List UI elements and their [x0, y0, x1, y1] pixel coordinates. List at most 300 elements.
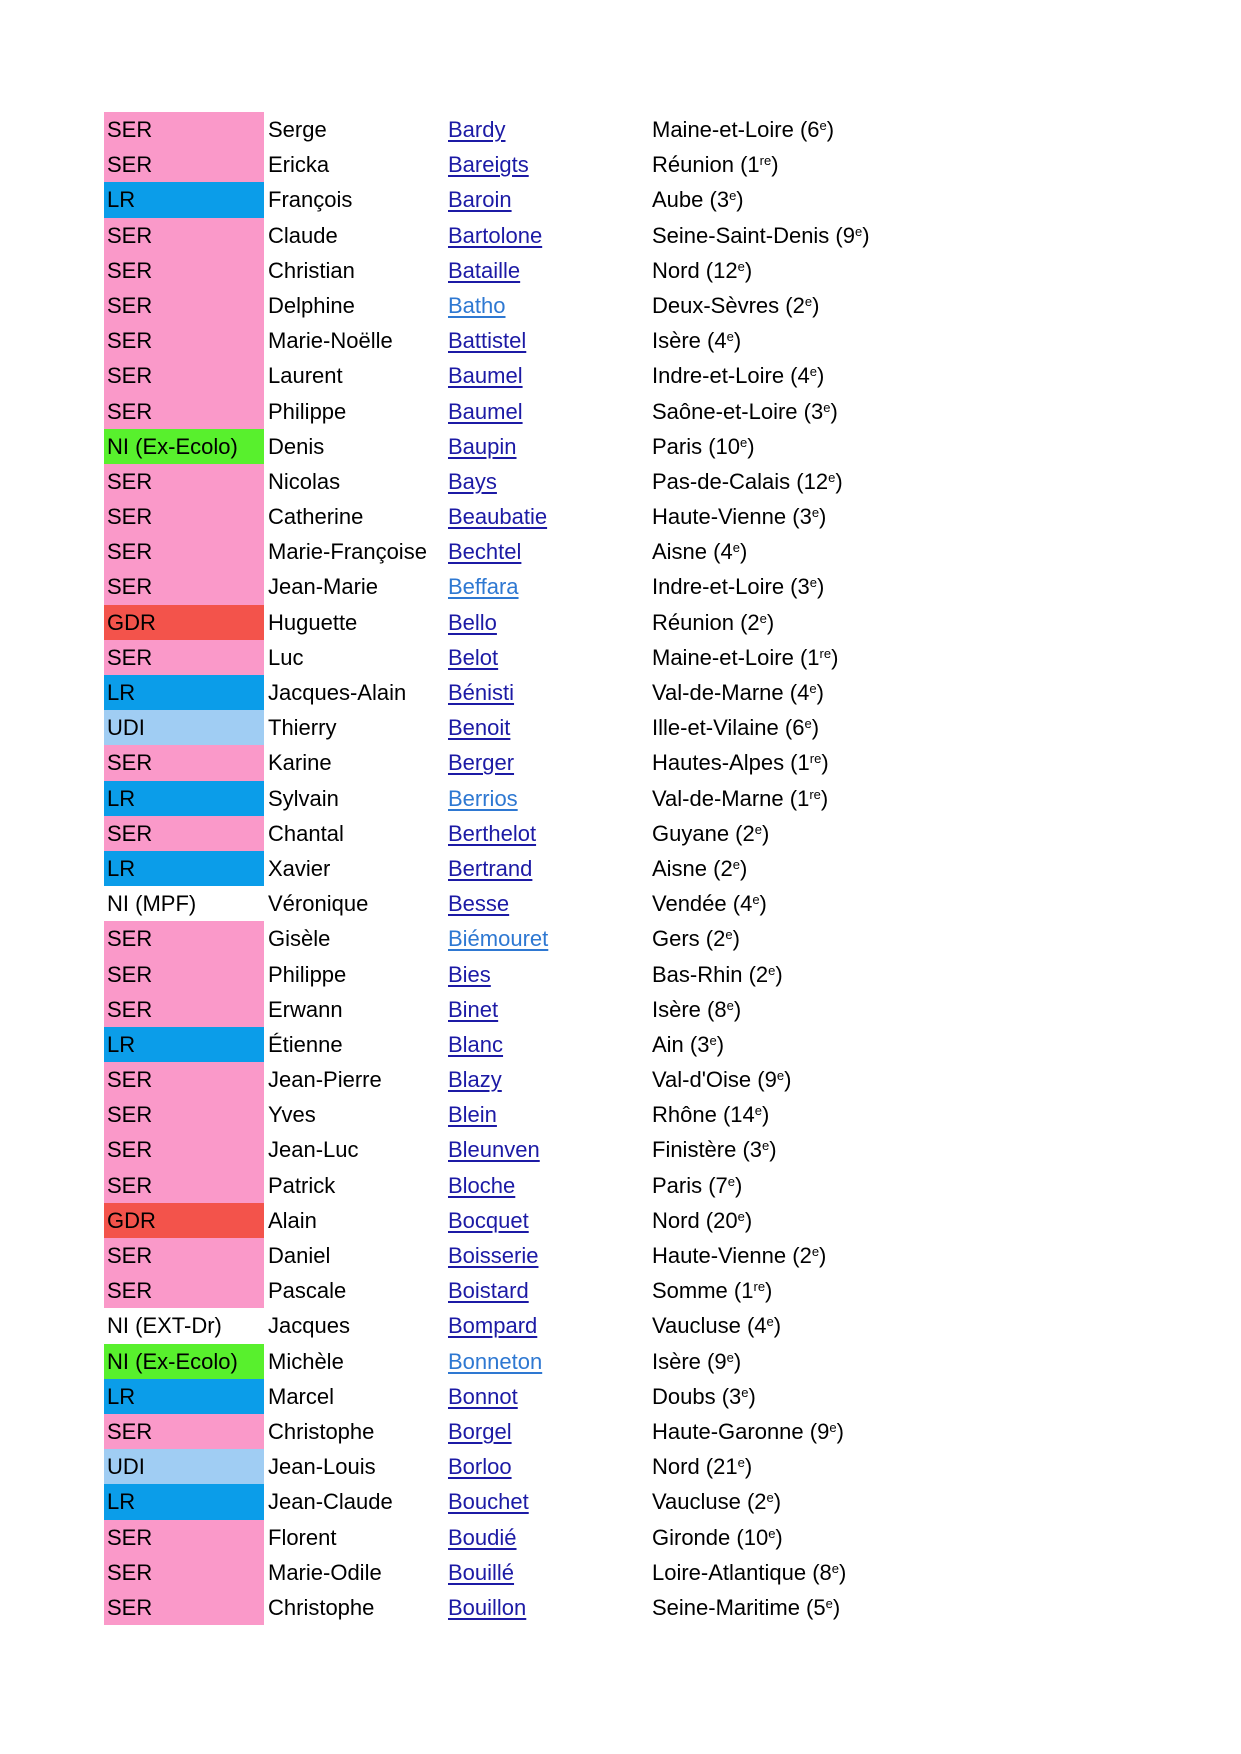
first-name: Jean-Claude [268, 1489, 393, 1515]
party-cell [104, 253, 264, 288]
last-name-cell [448, 1449, 652, 1484]
first-name: Sylvain [268, 785, 339, 811]
party-label: NI (MPF) [107, 891, 197, 917]
constituency-text: Maine-et-Loire (6 [652, 117, 820, 142]
constituency-close-paren: ) [826, 117, 835, 142]
deputy-link[interactable]: Bloche [448, 1172, 516, 1198]
table-row [104, 1273, 1172, 1308]
last-name-cell [448, 1273, 652, 1308]
constituency-text: Loire-Atlantique (8 [652, 1559, 832, 1585]
constituency-close-paren: ) [812, 292, 820, 318]
constituency [652, 1203, 1172, 1238]
constituency-text: Val-de-Marne (1 [652, 785, 810, 811]
deputy-link[interactable]: Berger [448, 750, 515, 776]
constituency-close-paren: ) [739, 855, 748, 881]
party-label: SER [107, 1102, 153, 1128]
deputy-link[interactable]: Batho [448, 292, 506, 318]
deputy-link[interactable]: Battistel [448, 328, 527, 354]
table-row [104, 921, 1172, 956]
constituency [652, 1344, 1172, 1379]
deputy-link[interactable]: Bouillé [448, 1559, 515, 1585]
first-name: Denis [268, 433, 325, 459]
constituency-ordinal-suffix: re [809, 751, 822, 767]
constituency [652, 288, 1172, 323]
constituency-close-paren: ) [744, 1207, 753, 1233]
table-row [104, 358, 1172, 393]
table-row [104, 288, 1172, 323]
constituency-close-paren: ) [832, 1594, 841, 1620]
party-cell [104, 182, 264, 217]
deputy-link[interactable]: Borloo [448, 1454, 512, 1480]
first-name: Gisèle [268, 926, 331, 952]
constituency-text: Isère (8 [652, 996, 727, 1022]
first-name: Christian [268, 257, 355, 283]
deputy-link[interactable]: Beffara [448, 574, 519, 600]
last-name-cell [448, 1168, 652, 1203]
table-row [104, 851, 1172, 886]
first-name: Claude [268, 222, 338, 248]
party-cell [104, 605, 264, 640]
table-row [104, 1238, 1172, 1273]
deputy-link[interactable]: Berrios [448, 785, 518, 811]
first-name: Jean-Louis [268, 1454, 376, 1480]
first-name: Pascale [268, 1278, 347, 1304]
last-name-cell [448, 1097, 652, 1132]
constituency [652, 640, 1172, 675]
constituency [652, 1379, 1172, 1414]
constituency [652, 358, 1172, 393]
first-name: Nicolas [268, 468, 341, 494]
party-cell [104, 1203, 264, 1238]
constituency [652, 1027, 1172, 1062]
table-row [104, 1344, 1172, 1379]
constituency-ordinal-suffix: e [754, 821, 762, 837]
constituency-ordinal-suffix: re [753, 1279, 766, 1295]
constituency-close-paren: ) [830, 398, 838, 424]
party-cell [104, 921, 264, 956]
deputy-link[interactable]: Boudié [448, 1524, 517, 1550]
first-name: Philippe [268, 961, 347, 987]
constituency-ordinal-suffix: re [759, 153, 772, 169]
last-name-cell [448, 1344, 652, 1379]
deputy-link[interactable]: Binet [448, 996, 499, 1022]
table-row [104, 112, 1172, 147]
constituency-close-paren: ) [784, 1067, 792, 1093]
first-name: Yves [268, 1102, 316, 1128]
deputy-link[interactable]: Baumel [448, 363, 523, 389]
constituency-close-paren: ) [816, 363, 825, 389]
first-name: Erwann [268, 996, 343, 1022]
last-name-cell [448, 1027, 652, 1062]
party-label: SER [107, 1559, 153, 1585]
last-name-cell [448, 745, 652, 780]
party-cell [104, 1555, 264, 1590]
table-row [104, 569, 1172, 604]
deputy-link[interactable]: Baroin [448, 187, 512, 213]
last-name-cell [448, 675, 652, 710]
party-cell [104, 112, 264, 147]
party-cell [104, 640, 264, 675]
constituency [652, 886, 1172, 921]
party-label: SER [107, 1594, 153, 1620]
party-label: SER [107, 1418, 153, 1444]
first-name: Luc [268, 644, 304, 670]
table-row [104, 605, 1172, 640]
constituency [652, 1520, 1172, 1555]
last-name-cell [448, 323, 652, 358]
deputy-link[interactable]: Bays [448, 468, 497, 494]
party-cell [104, 394, 264, 429]
party-label: NI (Ex-Ecolo) [107, 433, 238, 459]
deputy-link[interactable]: Beaubatie [448, 504, 548, 530]
constituency-text: Réunion (1 [652, 152, 760, 178]
constituency [652, 1062, 1172, 1097]
party-label: SER [107, 926, 153, 952]
constituency-text: Val-d'Oise (9 [652, 1067, 777, 1093]
deputy-link[interactable]: Bies [448, 961, 491, 987]
constituency-ordinal-suffix: e [732, 540, 740, 556]
deputy-link[interactable]: Bénisti [448, 680, 515, 705]
deputy-link[interactable]: Bonnot [448, 1383, 518, 1409]
last-name-cell [448, 851, 652, 886]
party-label: LR [107, 187, 136, 213]
constituency-ordinal-suffix: e [768, 1525, 776, 1541]
last-name-cell [448, 710, 652, 745]
table-row [104, 675, 1172, 710]
constituency-ordinal-suffix: e [762, 1138, 770, 1154]
last-name-cell [448, 1520, 652, 1555]
first-name: Marie-Françoise [268, 539, 427, 565]
party-label: SER [107, 1067, 153, 1093]
party-label: SER [107, 257, 153, 283]
last-name-cell [448, 1238, 652, 1273]
first-name: Jacques [268, 1313, 350, 1339]
table-row [104, 816, 1172, 851]
last-name-cell [448, 288, 652, 323]
deputy-link[interactable]: Bleunven [448, 1137, 540, 1163]
constituency [652, 112, 1172, 147]
first-name: Étienne [268, 1031, 343, 1057]
deputy-link[interactable]: Blein [448, 1102, 497, 1128]
constituency-close-paren: ) [819, 1243, 827, 1268]
party-cell [104, 1027, 264, 1062]
last-name-cell [448, 112, 652, 147]
last-name-cell [448, 1132, 652, 1167]
constituency-text: Réunion (2 [652, 609, 760, 635]
table-row [104, 253, 1172, 288]
party-cell [104, 147, 264, 182]
first-name: Thierry [268, 715, 337, 741]
deputy-link[interactable]: Baupin [448, 433, 517, 459]
constituency [652, 816, 1172, 851]
constituency-ordinal-suffix: e [737, 258, 745, 274]
party-cell [104, 1062, 264, 1097]
constituency-text: Val-de-Marne (4 [652, 680, 810, 705]
first-name: Serge [268, 117, 327, 142]
constituency-text: Nord (21 [652, 1454, 738, 1480]
first-name: Véronique [268, 891, 369, 917]
constituency-ordinal-suffix: re [809, 786, 821, 802]
deputy-link[interactable]: Blanc [448, 1031, 504, 1057]
constituency-ordinal-suffix: e [759, 610, 767, 626]
constituency [652, 1484, 1172, 1519]
last-name-cell [448, 534, 652, 569]
last-name-cell [448, 1308, 652, 1343]
constituency-close-paren: ) [835, 468, 843, 494]
constituency [652, 1449, 1172, 1484]
deputy-link[interactable]: Blazy [448, 1067, 502, 1093]
constituency-ordinal-suffix: e [809, 575, 817, 591]
deputy-link[interactable]: Bardy [448, 117, 506, 142]
party-label: SER [107, 996, 153, 1022]
first-name: Ericka [268, 152, 330, 178]
constituency-text: Seine-Saint-Denis (9 [652, 222, 855, 248]
party-label: SER [107, 750, 153, 776]
deputy-link[interactable]: Benoit [448, 715, 511, 741]
constituency-ordinal-suffix: e [754, 1103, 762, 1119]
party-cell [104, 1520, 264, 1555]
constituency-ordinal-suffix: e [741, 1384, 749, 1400]
first-name: Huguette [268, 609, 358, 635]
constituency-close-paren: ) [766, 609, 775, 635]
constituency [652, 992, 1172, 1027]
party-label: LR [107, 785, 136, 811]
deputy-link[interactable]: Bouillon [448, 1594, 527, 1620]
constituency [652, 464, 1172, 499]
first-name: Florent [268, 1524, 337, 1550]
party-cell [104, 429, 264, 464]
constituency [652, 710, 1172, 745]
constituency-ordinal-suffix: e [737, 1208, 745, 1224]
constituency [652, 921, 1172, 956]
table-row [104, 1062, 1172, 1097]
constituency-close-paren: ) [759, 891, 767, 917]
deputy-link[interactable]: Biémouret [448, 926, 549, 952]
deputy-link[interactable]: Bello [448, 609, 497, 635]
last-name-cell [448, 781, 652, 816]
last-name-cell [448, 1062, 652, 1097]
table-row [104, 957, 1172, 992]
last-name-cell [448, 358, 652, 393]
last-name-cell [448, 569, 652, 604]
constituency-ordinal-suffix: e [811, 505, 820, 521]
constituency-ordinal-suffix: e [752, 892, 760, 908]
party-cell [104, 1132, 264, 1167]
constituency-ordinal-suffix: e [737, 1455, 745, 1471]
constituency-close-paren: ) [716, 1031, 725, 1057]
deputy-link[interactable]: Berthelot [448, 820, 537, 846]
constituency-close-paren: ) [744, 1454, 753, 1480]
constituency-text: Vaucluse (2 [652, 1489, 767, 1515]
first-name: Jean-Pierre [268, 1067, 382, 1093]
first-name: Alain [268, 1207, 317, 1233]
constituency [652, 534, 1172, 569]
constituency [652, 1097, 1172, 1132]
table-row [104, 1308, 1172, 1343]
constituency-text: Paris (7 [652, 1172, 728, 1198]
constituency-ordinal-suffix: re [819, 645, 832, 661]
constituency-ordinal-suffix: e [726, 997, 734, 1013]
party-cell [104, 288, 264, 323]
table-row [104, 886, 1172, 921]
first-name: Daniel [268, 1243, 331, 1268]
constituency [652, 182, 1172, 217]
constituency-ordinal-suffix: e [768, 962, 776, 978]
constituency-text: Haute-Vienne (2 [652, 1243, 812, 1268]
first-name: Marcel [268, 1383, 335, 1409]
party-cell [104, 1273, 264, 1308]
table-row [104, 429, 1172, 464]
deputy-link[interactable]: Boisserie [448, 1243, 539, 1268]
first-name: Philippe [268, 398, 347, 424]
constituency-text: Vaucluse (4 [652, 1313, 767, 1339]
constituency-close-paren: ) [820, 785, 829, 811]
constituency-ordinal-suffix: e [766, 1490, 774, 1506]
first-name: Patrick [268, 1172, 336, 1198]
deputy-link[interactable]: Bataille [448, 257, 521, 283]
deputy-link[interactable]: Bareigts [448, 152, 529, 178]
constituency-ordinal-suffix: e [829, 1419, 837, 1435]
constituency-text: Isère (9 [652, 1348, 727, 1374]
deputy-link[interactable]: Bartolone [448, 222, 543, 248]
first-name: Jean-Marie [268, 574, 379, 600]
constituency-ordinal-suffix: e [819, 118, 827, 133]
constituency-close-paren: ) [761, 1102, 770, 1128]
party-label: SER [107, 1243, 153, 1268]
party-label: SER [107, 961, 153, 987]
constituency-ordinal-suffix: e [809, 364, 817, 380]
constituency-close-paren: ) [821, 750, 829, 776]
party-cell [104, 1484, 264, 1519]
first-name: Christophe [268, 1594, 375, 1620]
last-name-cell [448, 182, 652, 217]
constituency-ordinal-suffix: e [727, 1173, 736, 1189]
constituency [652, 323, 1172, 358]
table-row [104, 1097, 1172, 1132]
last-name-cell [448, 605, 652, 640]
constituency [652, 569, 1172, 604]
party-cell [104, 745, 264, 780]
constituency-close-paren: ) [733, 1348, 742, 1374]
party-cell [104, 534, 264, 569]
last-name-cell [448, 464, 652, 499]
party-cell [104, 1414, 264, 1449]
constituency-close-paren: ) [775, 1524, 783, 1550]
constituency [652, 1590, 1172, 1625]
table-row [104, 1203, 1172, 1238]
deputy-link[interactable]: Borgel [448, 1418, 512, 1444]
last-name-cell [448, 1414, 652, 1449]
constituency [652, 957, 1172, 992]
party-cell [104, 816, 264, 851]
party-label: SER [107, 644, 153, 670]
constituency-text: Aube (3 [652, 187, 730, 213]
party-label: LR [107, 1031, 136, 1057]
constituency-close-paren: ) [747, 433, 755, 459]
constituency [652, 781, 1172, 816]
constituency-close-paren: ) [732, 926, 740, 952]
last-name-cell [448, 218, 652, 253]
constituency-close-paren: ) [736, 187, 744, 213]
party-cell [104, 1308, 264, 1343]
constituency-ordinal-suffix: e [729, 188, 737, 204]
deputy-link[interactable]: Bonneton [448, 1348, 543, 1374]
last-name-cell [448, 957, 652, 992]
deputy-link[interactable]: Bompard [448, 1313, 538, 1339]
table-row [104, 1168, 1172, 1203]
constituency [652, 745, 1172, 780]
last-name-cell [448, 886, 652, 921]
constituency-close-paren: ) [816, 574, 825, 600]
table-row [104, 640, 1172, 675]
party-label: SER [107, 398, 153, 424]
deputy-link[interactable]: Bocquet [448, 1207, 529, 1233]
constituency-text: Paris (10 [652, 433, 741, 459]
constituency-ordinal-suffix: e [766, 1314, 774, 1330]
table-row [104, 147, 1172, 182]
constituency-close-paren: ) [739, 539, 748, 565]
deputy-link[interactable]: Bechtel [448, 539, 522, 565]
party-label: SER [107, 363, 153, 389]
party-cell [104, 499, 264, 534]
constituency [652, 218, 1172, 253]
deputy-link[interactable]: Bertrand [448, 855, 533, 881]
table-row [104, 781, 1172, 816]
constituency-text: Aisne (4 [652, 539, 733, 565]
constituency-text: Haute-Garonne (9 [652, 1418, 830, 1444]
first-name: Laurent [268, 363, 343, 389]
table-row [104, 1520, 1172, 1555]
party-label: SER [107, 820, 153, 846]
party-cell [104, 1590, 264, 1625]
first-name: François [268, 187, 353, 213]
deputy-link[interactable]: Belot [448, 644, 499, 670]
constituency-close-paren: ) [819, 504, 827, 530]
last-name-cell [448, 394, 652, 429]
last-name-cell [448, 992, 652, 1027]
party-label: SER [107, 117, 153, 142]
party-label: SER [107, 152, 153, 178]
constituency-ordinal-suffix: e [725, 927, 733, 943]
deputy-link[interactable]: Besse [448, 891, 510, 917]
party-cell [104, 957, 264, 992]
constituency-text: Ain (3 [652, 1031, 710, 1057]
party-cell [104, 464, 264, 499]
party-label: NI (EXT-Dr) [107, 1313, 222, 1339]
first-name: Christophe [268, 1418, 375, 1444]
constituency-close-paren: ) [839, 1559, 847, 1585]
constituency-close-paren: ) [773, 1489, 782, 1515]
party-label: LR [107, 680, 136, 705]
table-row [104, 1555, 1172, 1590]
party-label: SER [107, 292, 153, 318]
constituency-ordinal-suffix: e [726, 1349, 734, 1365]
first-name: Xavier [268, 855, 331, 881]
constituency [652, 429, 1172, 464]
constituency-text: Maine-et-Loire (1 [652, 644, 820, 670]
table-row [104, 464, 1172, 499]
last-name-cell [448, 429, 652, 464]
deputy-link[interactable]: Boistard [448, 1278, 529, 1304]
constituency-close-paren: ) [765, 1278, 773, 1304]
constituency-text: Finistère (3 [652, 1137, 763, 1163]
constituency-text: Seine-Maritime (5 [652, 1594, 826, 1620]
first-name: Michèle [268, 1348, 344, 1374]
last-name-cell [448, 1590, 652, 1625]
constituency-close-paren: ) [773, 1313, 782, 1339]
deputy-link[interactable]: Baumel [448, 398, 523, 424]
deputy-link[interactable]: Bouchet [448, 1489, 529, 1515]
